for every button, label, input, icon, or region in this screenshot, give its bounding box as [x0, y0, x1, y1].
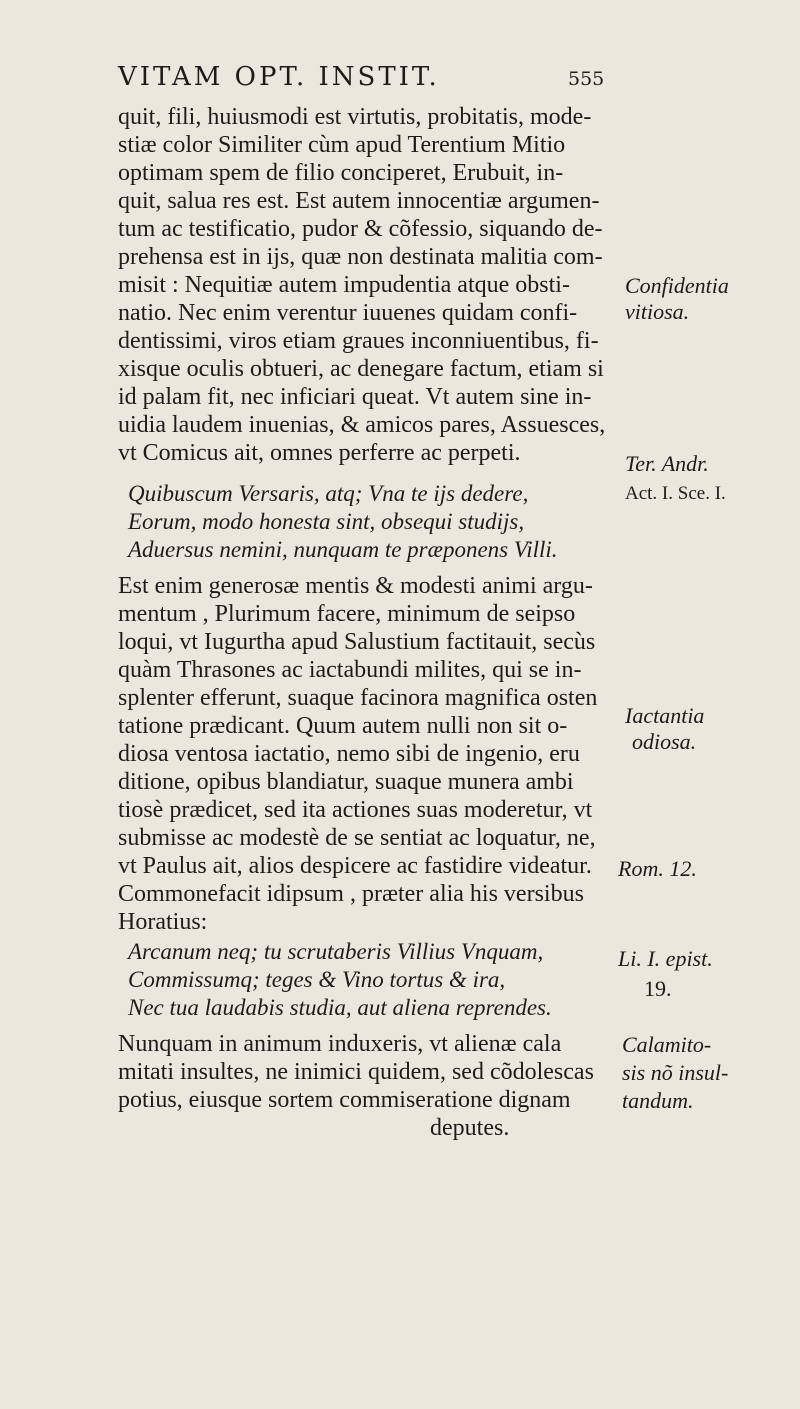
margin-note: Li. I. epist. — [618, 946, 713, 971]
text-line: natio. Nec enim verentur iuuenes quidam confi- — [118, 300, 578, 326]
verse-line: Quibuscum Versaris, atq; Vna te ijs dedere, — [128, 481, 529, 506]
verse-line: Commissumq; teges & Vino tortus & ira, — [128, 967, 506, 992]
margin-note: vitiosa. — [625, 299, 690, 324]
text-line: splenter efferunt, suaque facinora magnifica osten — [118, 685, 598, 711]
margin-note: odiosa. — [632, 729, 697, 754]
margin-note: Act. I. Sce. I. — [625, 483, 726, 504]
running-head: VITAM OPT. INSTIT. — [118, 62, 440, 92]
margin-note: 19. — [644, 976, 672, 1001]
margin-note: sis nõ insul- — [622, 1060, 729, 1085]
text-line: Horatius: — [118, 909, 208, 935]
text-line: xisque oculis obtueri, ac denegare factum, etiam si — [118, 356, 604, 382]
text-line: vt Paulus ait, alios despicere ac fastidire videatur. — [118, 853, 592, 879]
text-line: dentissimi, viros etiam graues inconniuentibus, fi- — [118, 328, 599, 354]
margin-note: tandum. — [622, 1088, 694, 1113]
text-line: submisse ac modestè de se sentiat ac loquatur, ne, — [118, 825, 596, 851]
text-line: diosa ventosa iactatio, nemo sibi de ingenio, eru — [118, 741, 580, 767]
text-line: Nunquam in animum induxeris, vt alienæ cala — [118, 1031, 562, 1057]
verse-line: Nec tua laudabis studia, aut aliena reprendes. — [128, 995, 552, 1020]
text-line: deputes. — [430, 1115, 510, 1141]
margin-note: Ter. Andr. — [625, 451, 709, 476]
text-line: quit, salua res est. Est autem innocentiæ argumen- — [118, 188, 600, 214]
text-line: misit : Nequitiæ autem impudentia atque obsti- — [118, 272, 570, 298]
text-line: stiæ color Similiter cùm apud Terentium Mitio — [118, 132, 566, 158]
text-line: quit, fili, huiusmodi est virtutis, probitatis, mode- — [118, 104, 592, 130]
text-line: ditione, opibus blandiatur, suaque munera ambi — [118, 769, 574, 795]
margin-note: Iactantia — [625, 703, 705, 728]
text-line: tiosè prædicet, sed ita actiones suas moderetur, vt — [118, 797, 593, 823]
page-header — [118, 62, 618, 102]
text-line: prehensa est in ijs, quæ non destinata malitia com- — [118, 244, 603, 270]
page-number: 555 — [568, 68, 605, 90]
verse-line: Eorum, modo honesta sint, obsequi studijs, — [128, 509, 525, 534]
verse-line: Aduersus nemini, nunquam te præponens Villi. — [128, 537, 558, 562]
text-line: tatione prædicant. Quum autem nulli non sit o- — [118, 713, 568, 739]
text-line: potius, eiusque sortem commiseratione dignam — [118, 1087, 571, 1113]
text-line: mitati insultes, ne inimici quidem, sed cõdolescas — [118, 1059, 594, 1085]
text-line: mentum , Plurimum facere, minimum de seipso — [118, 601, 576, 627]
verse-line: Arcanum neq; tu scrutaberis Villius Vnquam, — [128, 939, 544, 964]
text-line: optimam spem de filio conciperet, Erubuit, in- — [118, 160, 564, 186]
margin-note: Confidentia — [625, 273, 729, 298]
text-line: Commonefacit idipsum , præter alia his versibus — [118, 881, 584, 907]
text-line: loqui, vt Iugurtha apud Salustium factitauit, secùs — [118, 629, 596, 655]
margin-note: Calamito- — [622, 1032, 712, 1057]
text-line: quàm Thrasones ac iactabundi milites, qui se in- — [118, 657, 582, 683]
text-line: id palam fit, nec inficiari queat. Vt autem sine in- — [118, 384, 592, 410]
text-line: Est enim generosæ mentis & modesti animi argu- — [118, 573, 593, 599]
text-line: vt Comicus ait, omnes perferre ac perpeti. — [118, 440, 521, 466]
text-line: uidia laudem inuenias, & amicos pares, Assuesces, — [118, 412, 606, 438]
text-line: tum ac testificatio, pudor & cõfessio, siquando de- — [118, 216, 603, 242]
margin-note: Rom. 12. — [618, 856, 697, 881]
